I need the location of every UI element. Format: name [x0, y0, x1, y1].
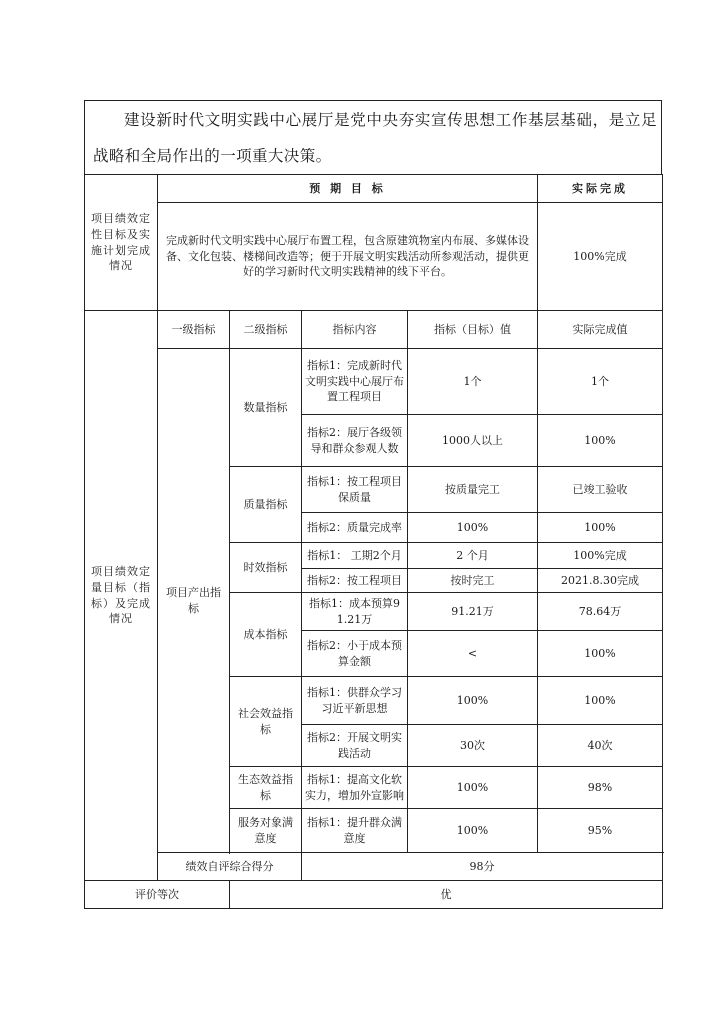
indicator-target: 100% — [408, 809, 538, 853]
col-header-level1: 一级指标 — [158, 311, 230, 349]
indicator-content: 指标2：展厅各级领导和群众参观人数 — [302, 415, 408, 467]
score-label: 绩效自评综合得分 — [158, 853, 302, 881]
col-header-content: 指标内容 — [302, 311, 408, 349]
level2-indicator: 质量指标 — [230, 467, 302, 543]
indicator-target: 2 个月 — [408, 543, 538, 569]
indicator-target: 91.21万 — [408, 593, 538, 631]
score-value: 98分 — [302, 853, 663, 881]
indicator-target: 1000人以上 — [408, 415, 538, 467]
grade-value: 优 — [230, 881, 663, 909]
level2-indicator: 成本指标 — [230, 593, 302, 677]
indicator-content: 指标1：提升群众满意度 — [302, 809, 408, 853]
indicator-content: 指标2：开展文明实践活动 — [302, 725, 408, 767]
level2-indicator: 时效指标 — [230, 543, 302, 593]
indicator-actual: 100% — [538, 513, 663, 543]
indicator-actual: 100% — [538, 677, 663, 725]
indicator-actual: 已竣工验收 — [538, 467, 663, 513]
indicator-actual: 95% — [538, 809, 663, 853]
level2-indicator: 社会效益指标 — [230, 677, 302, 767]
goal-header: 预 期 目 标 — [158, 175, 538, 203]
col-header-level2: 二级指标 — [230, 311, 302, 349]
indicator-content: 指标1：按工程项目保质量 — [302, 467, 408, 513]
level2-indicator: 数量指标 — [230, 349, 302, 467]
indicator-target: 1个 — [408, 349, 538, 415]
indicator-target: 30次 — [408, 725, 538, 767]
quantitative-label: 项目绩效定量目标（指标）及完成情况 — [85, 311, 158, 881]
indicator-actual: 40次 — [538, 725, 663, 767]
indicator-content: 指标1：提高文化软实力，增加外宣影响 — [302, 767, 408, 809]
goal-text: 完成新时代文明实践中心展厅布置工程，包含原建筑物室内布展、多媒体设备、文化包装、楼梯间改造等；便于开展文明实践活动所参观活动，提供更好的学习新时代文明实践精神的线下平台。 — [158, 203, 538, 311]
indicator-content: 指标2：质量完成率 — [302, 513, 408, 543]
indicator-target: 100% — [408, 677, 538, 725]
level1-indicator: 项目产出指标 — [158, 349, 230, 853]
level2-indicator: 生态效益指标 — [230, 767, 302, 809]
col-header-actual: 实际完成值 — [538, 311, 663, 349]
indicator-content: 指标1：完成新时代文明实践中心展厅布置工程项目 — [302, 349, 408, 415]
indicator-content: 指标1： 工期2个月 — [302, 543, 408, 569]
actual-header: 实际完成 — [538, 175, 663, 203]
indicator-content: 指标2：小于成本预算金额 — [302, 631, 408, 677]
indicator-target: 100% — [408, 513, 538, 543]
indicator-actual: 100%完成 — [538, 543, 663, 569]
indicator-actual: 98% — [538, 767, 663, 809]
indicator-actual: 1个 — [538, 349, 663, 415]
indicator-content: 指标1：供群众学习习近平新思想 — [302, 677, 408, 725]
col-header-target: 指标（目标）值 — [408, 311, 538, 349]
indicator-actual: 2021.8.30完成 — [538, 569, 663, 593]
qualitative-label: 项目绩效定性目标及实施计划完成情况 — [85, 175, 158, 311]
indicator-target: < — [408, 631, 538, 677]
performance-table — [84, 174, 663, 909]
grade-label: 评价等次 — [85, 881, 230, 909]
indicator-target: 按质量完工 — [408, 467, 538, 513]
indicator-actual: 100% — [538, 631, 663, 677]
actual-text: 100%完成 — [538, 203, 663, 311]
indicator-content: 指标2：按工程项目 — [302, 569, 408, 593]
level2-indicator: 服务对象满意度 — [230, 809, 302, 853]
indicator-actual: 100% — [538, 415, 663, 467]
indicator-content: 指标1：成本预算91.21万 — [302, 593, 408, 631]
indicator-actual: 78.64万 — [538, 593, 663, 631]
intro-paragraph: 建设新时代文明实践中心展厅是党中央夯实宣传思想工作基层基础，是立足战略和全局作出的一项重大决策。 — [84, 100, 662, 174]
indicator-target: 按时完工 — [408, 569, 538, 593]
indicator-target: 100% — [408, 767, 538, 809]
